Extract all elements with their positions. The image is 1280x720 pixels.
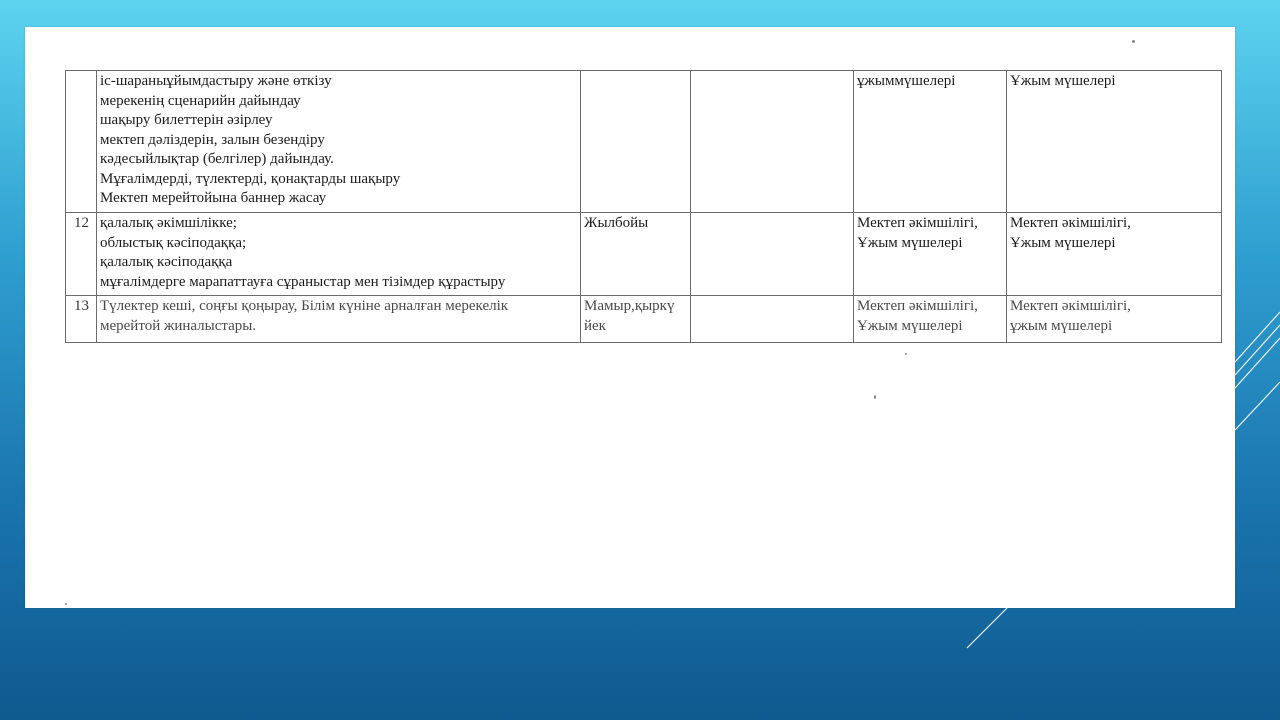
cell-line: Ұжым мүшелері <box>857 234 963 251</box>
table-body <box>66 71 1222 343</box>
cell-line: Мамыр,қыркү <box>584 298 675 314</box>
cell-line: мұғалімдерге марапаттауға сұраныстар мен тізімдер құрастыру <box>100 273 506 290</box>
scanned-document <box>25 27 1235 608</box>
executors-cell <box>1007 213 1222 296</box>
table-row <box>66 213 1222 296</box>
empty-cell <box>691 296 854 343</box>
empty-cell <box>691 213 854 296</box>
activity-cell <box>97 213 581 296</box>
row-number <box>66 71 97 213</box>
row-number: 12 <box>66 213 97 296</box>
activity-cell <box>97 71 581 213</box>
scan-speck <box>874 395 876 399</box>
deadline-cell <box>581 213 691 296</box>
schedule-table <box>65 70 1222 343</box>
cell-line: ұжыммүшелері <box>857 73 956 89</box>
cell-line: Ұжым мүшелері <box>1010 234 1116 251</box>
cell-line: мерейтой жиналыстары. <box>100 317 257 334</box>
cell-line: мектеп дәліздерін, залын безендіру <box>100 131 325 148</box>
table-row <box>66 296 1222 343</box>
cell-line: Түлектер кеші, соңғы қоңырау, Білім күніне арналған мерекелік <box>100 298 509 314</box>
cell-line: йек <box>584 317 606 334</box>
scan-speck <box>905 353 907 355</box>
cell-line: ұжым мүшелері <box>1010 317 1113 334</box>
table-row <box>66 71 1222 213</box>
cell-line: Мектеп мерейтойына баннер жасау <box>100 190 327 206</box>
cell-line: Ұжым мүшелері <box>857 317 963 334</box>
cell-line: Мектеп әкімшілігі, <box>1010 298 1131 314</box>
cell-line: шақыру билеттерін әзірлеу <box>100 112 273 128</box>
row-number: 13 <box>66 296 97 343</box>
scan-speck <box>1132 40 1135 43</box>
cell-line: Мектеп әкімшілігі, <box>857 215 978 231</box>
deadline-cell <box>581 296 691 343</box>
executors-cell <box>1007 71 1222 213</box>
cell-line: Мектеп әкімшілігі, <box>857 298 978 314</box>
cell-line: облыстық кәсіподаққа; <box>100 234 247 251</box>
responsible-cell <box>854 71 1007 213</box>
executors-cell <box>1007 296 1222 343</box>
cell-line: іс-шараныұйымдастыру және өткізу <box>100 73 332 89</box>
scan-speck <box>65 603 67 605</box>
deadline-cell <box>581 71 691 213</box>
cell-line: қалалық кәсіподаққа <box>100 254 233 270</box>
empty-cell <box>691 71 854 213</box>
cell-line: мерекенің сценарийн дайындау <box>100 92 301 109</box>
cell-line: Жылбойы <box>584 215 649 231</box>
cell-line: қалалық әкімшілікке; <box>100 215 237 231</box>
cell-line: Мұғалімдерді, түлектерді, қонақтарды шақыру <box>100 170 401 187</box>
responsible-cell <box>854 213 1007 296</box>
cell-line: Ұжым мүшелері <box>1010 73 1116 89</box>
responsible-cell <box>854 296 1007 343</box>
cell-line: Мектеп әкімшілігі, <box>1010 215 1131 231</box>
activity-cell <box>97 296 581 343</box>
cell-line: кәдесыйлықтар (белгілер) дайындау. <box>100 151 334 167</box>
